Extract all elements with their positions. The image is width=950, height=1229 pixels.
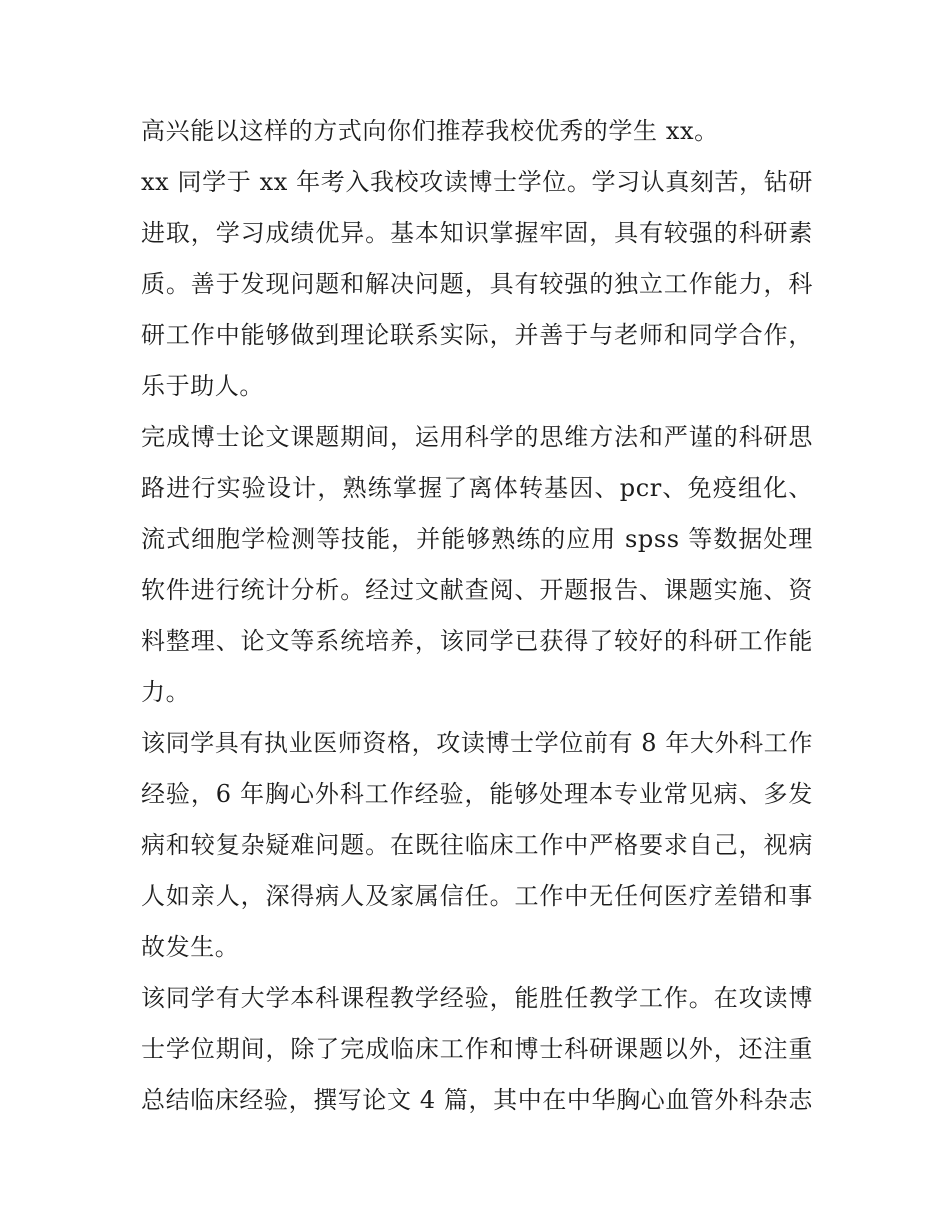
document-body: [141, 106, 813, 1126]
paragraph-opening: 高兴能以这样的方式向你们推荐我校优秀的学生 xx。: [141, 117, 719, 145]
paragraph-study-performance: xx 同学于 xx 年考入我校攻读博士学位。学习认真刻苦，钻研进取，学习成绩优异。基本知识掌握牢固，具有较强的科研素质。善于发现问题和解决问题，具有较强的独立工作能力，科研工作中能够做到理论联系实际，并善于与老师和同学合作，乐于助人。: [141, 168, 813, 400]
paragraph-clinical-experience: 该同学具有执业医师资格，攻读博士学位前有 8 年大外科工作经验，6 年胸心外科工作经验，能够处理本专业常见病、多发病和较复杂疑难问题。在既往临床工作中严格要求自己，视病人如亲人，深得病人及家属信任。工作中无任何医疗差错和事故发生。: [141, 729, 813, 961]
paragraph-research-skills: 完成博士论文课题期间，运用科学的思维方法和严谨的科研思路进行实验设计，熟练掌握了离体转基因、pcr、免疫组化、流式细胞学检测等技能，并能够熟练的应用 spss 等数据处理软件进行统计分析。经过文献查阅、开题报告、课题实施、资料整理、论文等系统培养，该同学已获得了较好的科研工作能力。: [141, 423, 813, 706]
paragraph-teaching-experience: 该同学有大学本科课程教学经验，能胜任教学工作。在攻读博士学位期间，除了完成临床工作和博士科研课题以外，还注重总结临床经验，撰写论文 4 篇，其中在中华胸心血管外科杂志: [141, 984, 813, 1114]
